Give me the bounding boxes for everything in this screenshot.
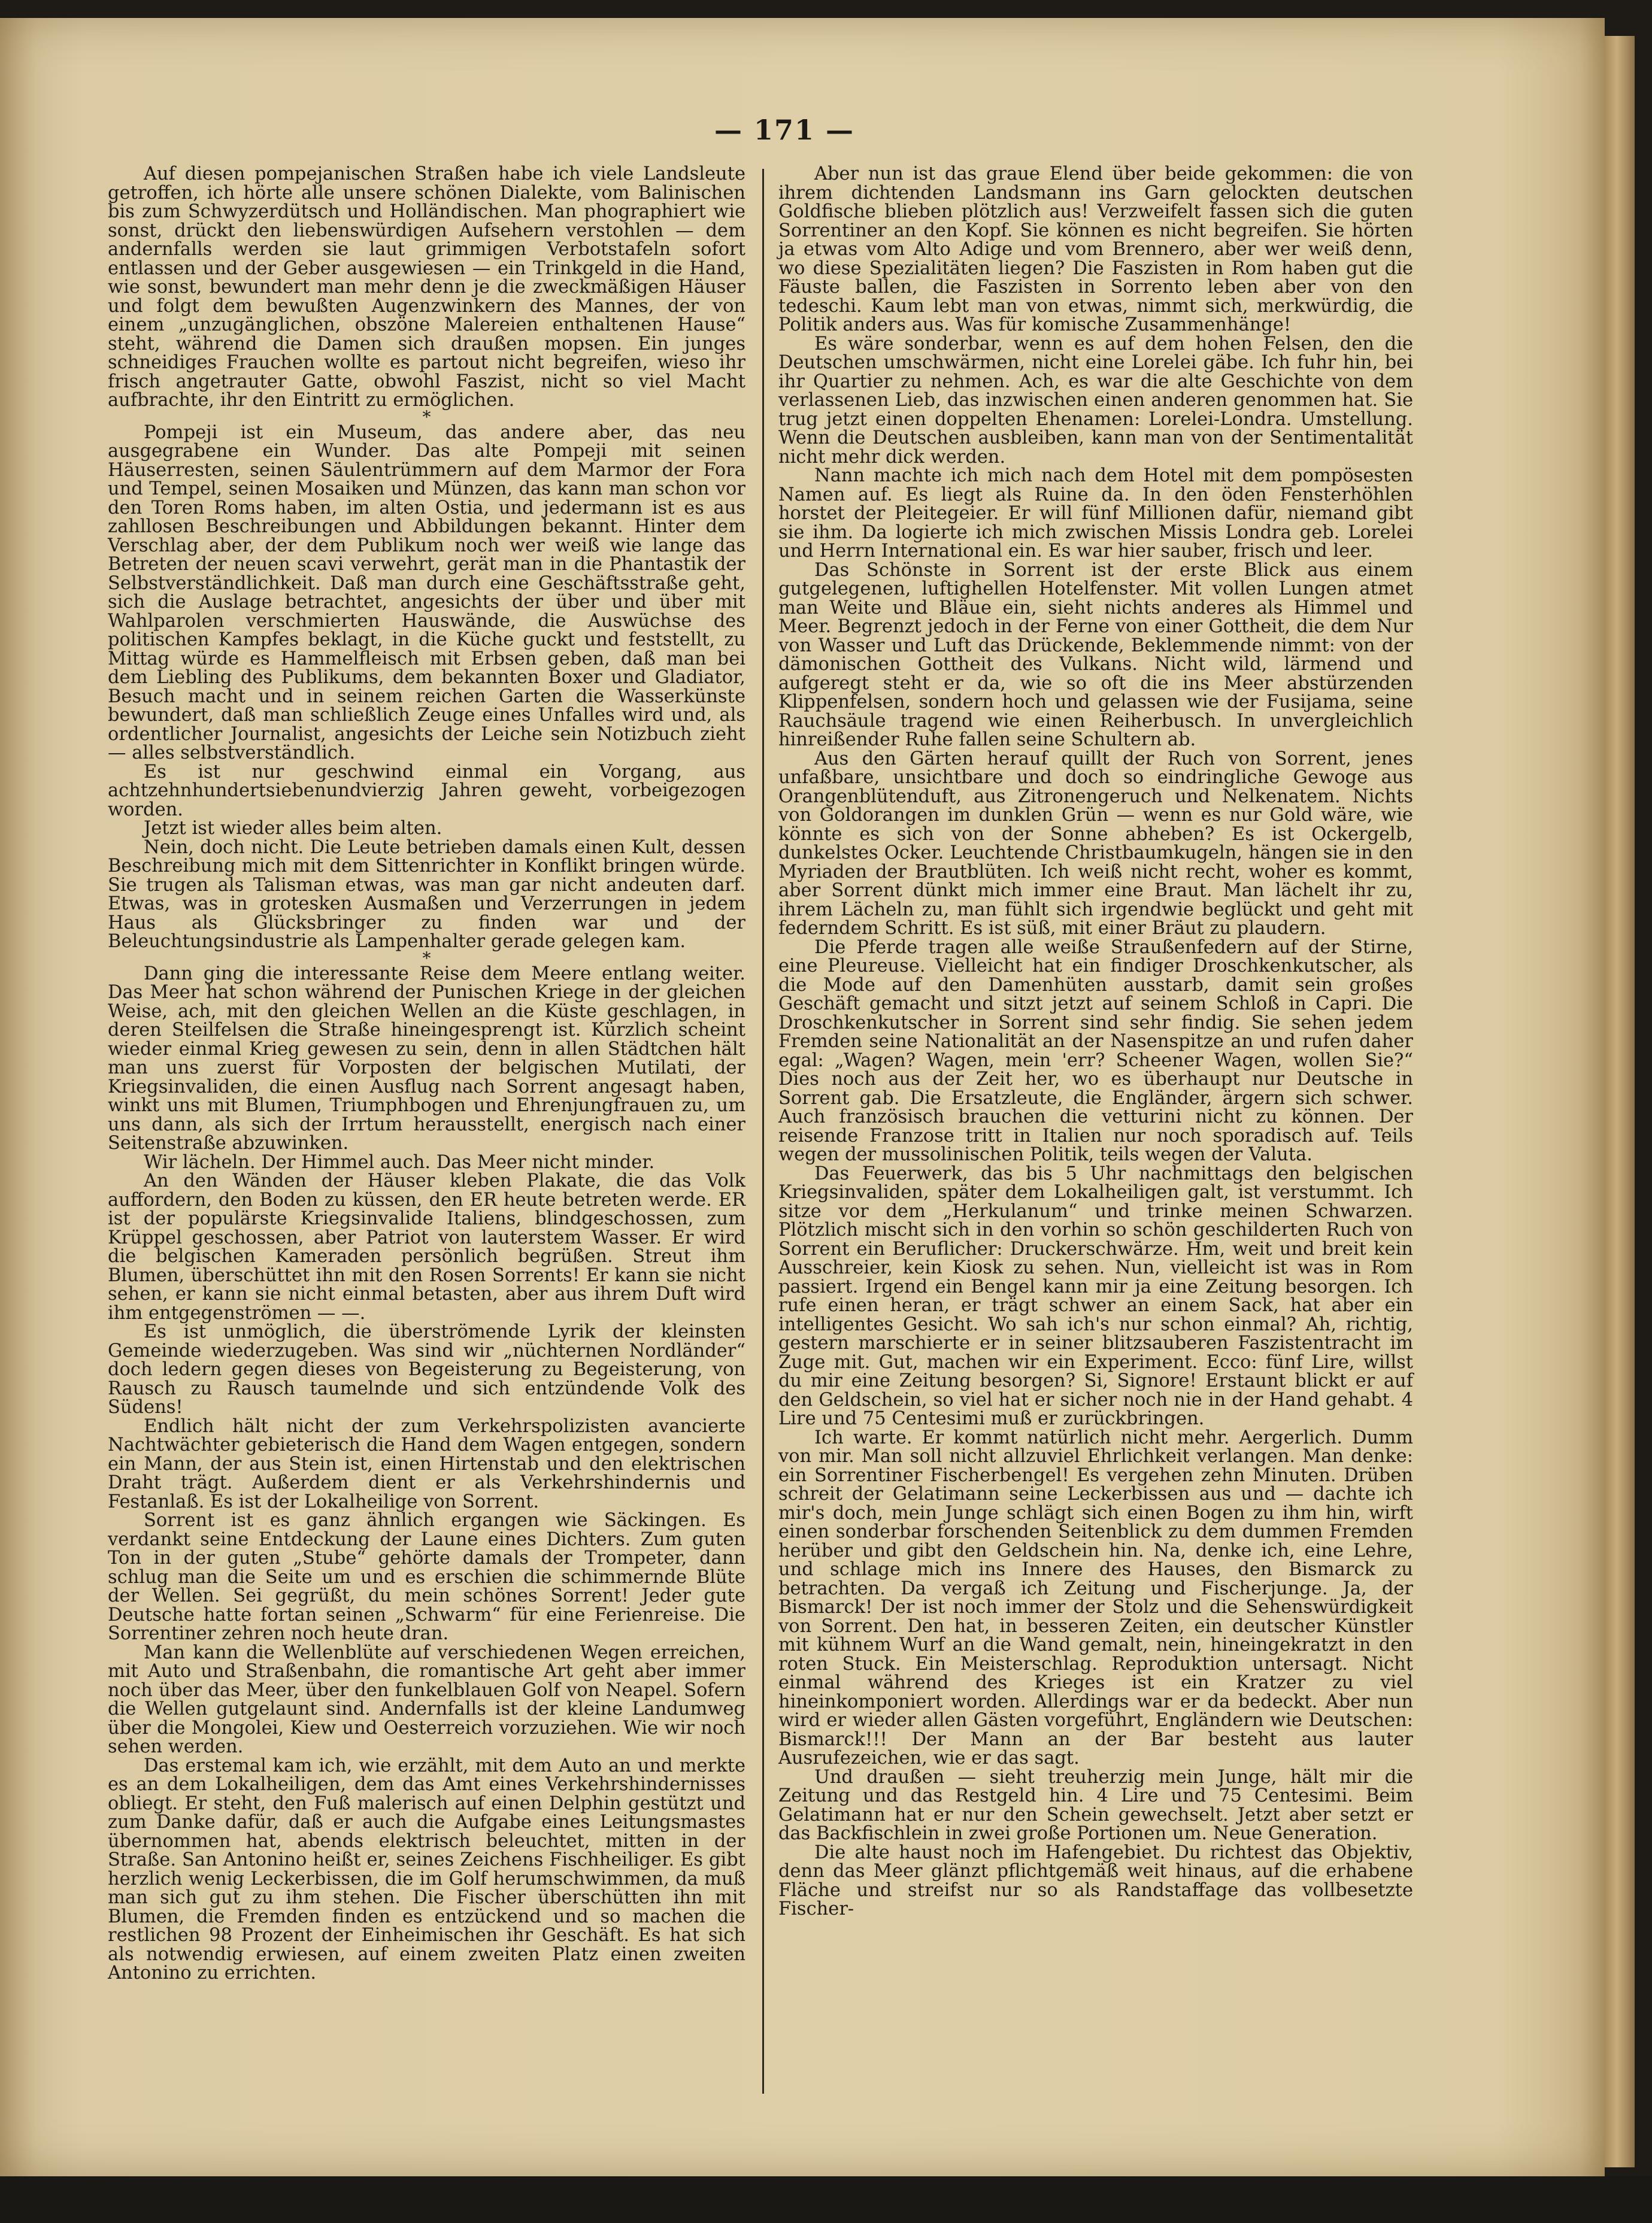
paragraph: Das Feuerwerk, das bis 5 Uhr nachmittags den belgischen Kriegsinvaliden, später dem Lokalheiligen galt, ist verstummt. Ich sitze vor dem „Herkulanum“ und trinke meinen Schwarzen. Plötzlich mischt sich in den vorhin so schön geschilderten Ruch von Sorrent ein Beruflicher: Druckerschwärze. Hm, weit und breit kein Ausschreier, kein Kiosk zu sehen. Nun, vielleicht ist was in Rom passiert. Irgend ein Bengel kann mir ja eine Zeitung besorgen. Ich rufe einen heran, er trägt schwer an einem Sack, hat aber ein intelligentes Gesicht. Wo sah ich's nur schon einmal? Ah, richtig, gestern marschierte er in seiner blitzsauberen Faszistentracht im Zuge mit. Gut, machen wir ein Experiment. Ecco: fünf Lire, willst du mir eine Zeitung besorgen? Si, Signore! Erstaunt blickt er auf den Geldschein, so viel hat er sicher noch nie in der Hand gehabt. 4 Lire und 75 Centesimi muß er zurückbringen. [778, 1163, 1413, 1429]
left-section-1 [108, 165, 745, 410]
column-divider [762, 169, 764, 2094]
paragraph: Sorrent ist es ganz ähnlich ergangen wie Säckingen. Es verdankt seine Entdeckung der Laune eines Dichters. Zum guten Ton in der guten „Stube“ gehörte damals der Trompeter, dann schlug man die Seite um und es erschien die schimmernde Blüte der Wellen. Sei gegrüßt, du mein schönes Sorrent! Jeder gute Deutsche hatte fortan seinen „Schwarm“ für eine Ferienreise. Die Sorrentiner zehren noch heute dran. [108, 1510, 745, 1644]
paragraph: Das Schönste in Sorrent ist der erste Blick aus einem gutgelegenen, luftighellen Hotelfenster. Mit vollen Lungen atmet man Weite und Bläue ein, sieht nichts anderes als Himmel und Meer. Begrenzt jedoch in der Ferne von einer Gottheit, die dem Nur von Wasser und Luft das Drückende, Beklemmende nimmt: von der dämonischen Gottheit des Vulkans. Nicht wild, lärmend und aufgeregt steht er da, wie so oft die ins Meer abstürzenden Klippenfelsen, sondern hoch und gelassen wie der Fusijama, seine Rauchsäule tragend wie einen Reiherbusch. In unvergleichlich hinreißender Ruhe fallen seine Schultern ab. [778, 559, 1413, 750]
paragraph: Aus den Gärten herauf quillt der Ruch von Sorrent, jenes unfaßbare, unsichtbare und doch so eindringliche Gewoge aus Orangenblütenduft, aus Zitronengeruch und Nelkenatem. Nichts von Goldorangen im dunklen Grün — wenn es nur Gold wäre, wie könnte es sich von der Sonne abheben? Es ist Ockergelb, dunkelstes Ocker. Leuchtende Christbaumkugeln, hängen sie in den Myriaden der Brautblüten. Ich weiß nicht recht, woher es kommt, aber Sorrent dünkt mich immer eine Braut. Man lächelt ihr zu, ihrem Lächeln zu, man fühlt sich irgendwie beglückt und geht mit federndem Schritt. Es ist süß, mit einer Bräut zu plaudern. [778, 748, 1413, 939]
paragraph: Jetzt ist wieder alles beim alten. [144, 818, 442, 839]
paragraph: Es wäre sonderbar, wenn es auf dem hohen Felsen, den die Deutschen umschwärmen, nicht eine Lorelei gäbe. Ich fuhr hin, bei ihr Quartier zu nehmen. Ach, es war die alte Geschichte von dem verlassenen Lieb, das inzwischen einen anderen genommen hat. Sie trug jetzt einen doppelten Ehenamen: Lorelei-Londra. Umstellung. Wenn die Deutschen ausbleiben, kann man von der Sentimentalität nicht mehr dick werden. [778, 333, 1413, 468]
paragraph: Die alte haust noch im Hafengebiet. Du richtest das Objektiv, denn das Meer glänzt pflichtgemäß weit hinaus, auf die erhabene Fläche und streifst nur so als Randstaffage das vollbesetzte Fischer- [778, 1842, 1413, 1919]
paragraph: Nein, doch nicht. Die Leute betrieben damals einen Kult, dessen Beschreibung mich mit dem Sittenrichter in Konflikt bringen würde. Sie trugen als Talisman etwas, was man gar nicht andeuten darf. Etwas, was in grotesken Ausmaßen und Verzerrungen in jedem Haus als Glücksbringer zu finden war und der Beleuchtungsindustrie als Lampenhalter gerade gelegen kam. [108, 836, 745, 952]
paragraph: Wir lächeln. Der Himmel auch. Das Meer nicht minder. [144, 1151, 655, 1173]
page-edge [1605, 36, 1635, 2167]
section-separator: * [422, 407, 431, 427]
paragraph: Es ist nur geschwind einmal ein Vorgang, aus achtzehnhundertsiebenundvierzig Jahren geweht, vorbeigezogen worden. [108, 761, 745, 820]
section-separator: * [422, 948, 431, 968]
left-section-2 [108, 423, 745, 951]
paragraph: Man kann die Wellenblüte auf verschiedenen Wegen erreichen, mit Auto und Straßenbahn, die romantische Art geht aber immer noch über das Meer, über den funkelblauen Golf von Neapel. Sofern die Wellen gutgelaunt sind. Andernfalls ist der kleine Landumweg über die Mongolei, Kiew und Oesterreich vorzuziehen. Wie wir noch sehen werden. [108, 1642, 745, 1757]
paragraph: Das erstemal kam ich, wie erzählt, mit dem Auto an und merkte es an dem Lokalheiligen, dem das Amt eines Verkehrshindernisses obliegt. Er steht, den Fuß malerisch auf einen Delphin gestützt und zum Danke dafür, daß er auch die Aufgabe eines Leitungsmastes übernommen hat, abends elektrisch beleuchtet, mitten in der Straße. San Antonino heißt er, seines Zeichens Fischheiliger. Es gibt herzlich wenig Leckerbissen, die im Golf herumschwimmen, da muß man sich gut zu ihm stehen. Die Fischer überschütten ihn mit Blumen, die Fremden finden es entzückend und so machen die restlichen 98 Prozent der Einheimischen ihr Geschäft. Es hat sich als notwendig erwiesen, auf einem zweiten Platz einen zweiten Antonino zu errichten. [108, 1755, 745, 1984]
scan-bottom-border [0, 2176, 1652, 2223]
paragraph: Dann ging die interessante Reise dem Meere entlang weiter. Das Meer hat schon während der Punischen Kriege in der gleichen Weise, ach, mit den gleichen Wellen an die Küste geschlagen, in deren Steilfelsen die Straße hineingesprengt ist. Kürzlich scheint wieder einmal Krieg gewesen zu sein, denn in allen Städtchen hält man uns zuerst für Vorposten der belgischen Mutilati, der Kriegsinvaliden, die einen Ausflug nach Sorrent angesagt haben, winkt uns mit Blumen, Triumphbogen und Ehrenjungfrauen zu, um uns dann, als sich der Irrtum herausstellt, energisch nach einer Seitenstraße abzuwinken. [108, 963, 745, 1154]
left-section-3 [108, 965, 745, 1983]
paragraph: Die Pferde tragen alle weiße Straußenfedern auf der Stirne, eine Pleureuse. Vielleicht hat ein findiger Droschkenkutscher, als die Mode auf den Damenhüten ausstarb, damit sein großes Geschäft gemacht und sitzt jetzt auf seinem Schloß in Capri. Die Droschkenkutscher in Sorrent sind sehr findig. Sie sehen jedem Fremden seine Nationalität an der Nasenspitze an und rufen daher egal: „Wagen? Wagen, mein 'err? Scheener Wagen, wollen Sie?“ Dies noch aus der Zeit her, wo es überhaupt nur Deutsche in Sorrent gab. Die Ersatzleute, die Engländer, ärgern sich schwer. Auch französisch brauchen die vetturini nicht zu können. Der reisende Franzose tritt in Italien nur noch sporadisch auf. Teils wegen der mussolinischen Politik, teils wegen der Valuta. [778, 936, 1413, 1165]
paragraph: Pompeji ist ein Museum, das andere aber, das neu ausgegrabene ein Wunder. Das alte Pompeji mit seinen Häuserresten, seinen Säulentrümmern auf dem Marmor der Fora und Tempel, seinen Mosaiken und Münzen, das kann man schon vor den Toren Roms haben, im alten Ostia, und jedermann ist es aus zahllosen Beschreibungen und Abbildungen bekannt. Hinter dem Verschlag aber, der dem Publikum noch wer weiß wie lange das Betreten der neuen scavi verwehrt, gerät man in die Phantastik der Selbstverständlichkeit. Daß man durch eine Geschäftsstraße geht, sich die Auslage betrachtet, angesichts der über und über mit Wahlparolen verschmierten Hauswände, die Auswüchse des politischen Kampfes beklagt, in die Küche guckt und feststellt, zu Mittag würde es Hammelfleisch mit Erbsen geben, daß man bei dem Liebling des Publikums, dem bekannten Boxer und Gladiator, Besuch macht und in seinem reichen Garten die Wasserkünste bewundert, daß man schließlich Zeuge eines Unfalles wird und, als ordentlicher Journalist, angesichts der Leiche sein Notizbuch zieht — alles selbstverständlich. [108, 421, 745, 763]
paragraph: Aber nun ist das graue Elend über beide gekommen: die von ihrem dichtenden Landsmann ins Garn gelockten deutschen Goldfische blieben plötzlich aus! Verzweifelt fassen sich die guten Sorrentiner an den Kopf. Sie können es nicht begreifen. Sie hörten ja etwas vom Alto Adige und vom Brennero, aber wer weiß denn, wo diese Spezialitäten liegen? Die Faszisten in Rom haben gut die Fäuste ballen, die Faszisten in Sorrento leben aber von den tedeschi. Kaum lebt man von etwas, nimmt sich, merkwürdig, die Politik anders aus. Was für komische Zusammenhänge! [778, 163, 1413, 335]
paragraph: Endlich hält nicht der zum Verkehrspolizisten avancierte Nachtwächter gebieterisch die Hand dem Wagen entgegen, sondern ein Mann, der aus Stein ist, einen Hirtenstab und den elektrischen Draht trägt. Außerdem dient er als Verkehrshindernis und Festanlaß. Es ist der Lokalheilige von Sorrent. [108, 1415, 745, 1512]
paragraph: Ich warte. Er kommt natürlich nicht mehr. Aergerlich. Dumm von mir. Man soll nicht allzuviel Ehrlichkeit verlangen. Man denke: ein Sorrentiner Fischerbengel! Es vergehen zehn Minuten. Drüben schreit der Gelatimann seine Leckerbissen aus und — dachte ich mir's doch, mein Junge schlägt sich einen Bogen zu ihm hin, wirft einen sonderbar forschenden Seitenblick zu dem dummen Fremden herüber und gibt den Geldschein hin. Na, denke ich, eine Lehre, und schlage mich ins Innere des Hauses, den Bismarck zu betrachten. Da vergaß ich Zeitung und Fischerjunge. Ja, der Bismarck! Der ist noch immer der Stolz und die Sehenswürdigkeit von Sorrent. Den hat, in besseren Zeiten, ein deutscher Künstler mit kühnem Wurf an die Wand gemalt, nein, hineingekratzt in den roten Stuck. Ein Meisterschlag. Reproduktion untersagt. Nicht einmal während des Krieges ist ein Kratzer zu viel hineinkomponiert worden. Allerdings war er da bedeckt. Aber nun wird er wieder allen Gästen vorgeführt, Engländern wie Deutschen: Bismarck!!! Der Mann an der Bar besteht aus lauter Ausrufezeichen, wie er das sagt. [778, 1427, 1413, 1769]
paragraph: An den Wänden der Häuser kleben Plakate, die das Volk auffordern, den Boden zu küssen, den ER heute betreten werde. ER ist der populärste Kriegsinvalide Italiens, blindgeschossen, zum Krüppel geschossen, aber Patriot von lauterstem Wasser. Er wird die belgischen Kameraden persönlich begrüßen. Streut ihm Blumen, überschüttet ihn mit den Rosen Sorrents! Er kann sie nicht sehen, er kann sie nicht einmal betasten, aber aus ihrem Duft wird ihm entgegenströmen — —. [108, 1170, 745, 1324]
paragraph: Nann machte ich mich nach dem Hotel mit dem pompösesten Namen auf. Es liegt als Ruine da. In den öden Fensterhöhlen horstet der Pleitegeier. Er will fünf Millionen dafür, niemand gibt sie ihm. Da logierte ich mich zwischen Missis Londra geb. Lorelei und Herrn International ein. Es war hier sauber, frisch und leer. [778, 465, 1413, 562]
paragraph: Und draußen — sieht treuherzig mein Junge, hält mir die Zeitung und das Restgeld hin. 4 Lire und 75 Centesimi. Beim Gelatimann hat er nur den Schein gewechselt. Jetzt aber setzt er das Backfischlein in zwei große Portionen um. Neue Generation. [778, 1766, 1413, 1844]
page-number: — 171 — [714, 114, 855, 146]
paragraph: Auf diesen pompejanischen Straßen habe ich viele Landsleute getroffen, ich hörte alle unsere schönen Dialekte, vom Balinischen bis zum Schwyzerdütsch und Holländischen. Man phographiert wie sonst, drückt den liebenswürdigen Aufsehern verstohlen — dem andernfalls werden sie laut grimmigen Verbotstafeln sofort entlassen und der Geber ausgewiesen — ein Trinkgeld in die Hand, wie sonst, bewundert man mehr denn je die zweckmäßigen Häuser und folgt dem bewußten Augenzwinkern des Mannes, der von einem „unzugänglichen, obszöne Malereien enthaltenen Hause“ steht, während die Damen sich draußen mopsen. Ein junges schneidiges Frauchen wollte es partout nicht begreifen, wieso ihr frisch angetrauter Gatte, obwohl Faszist, nicht so viel Macht aufbrachte, ihr den Eintritt zu ermöglichen. [108, 163, 745, 411]
left-column [108, 165, 745, 1983]
right-column [778, 165, 1413, 1919]
paragraph: Es ist unmöglich, die überströmende Lyrik der kleinsten Gemeinde wiederzugeben. Was sind wir „nüchternen Nordländer“ doch ledern gegen dieses von Begeisterung zu Begeisterung, von Rausch zu Rausch taumelnde und sich entzündende Volk des Südens! [108, 1321, 745, 1418]
